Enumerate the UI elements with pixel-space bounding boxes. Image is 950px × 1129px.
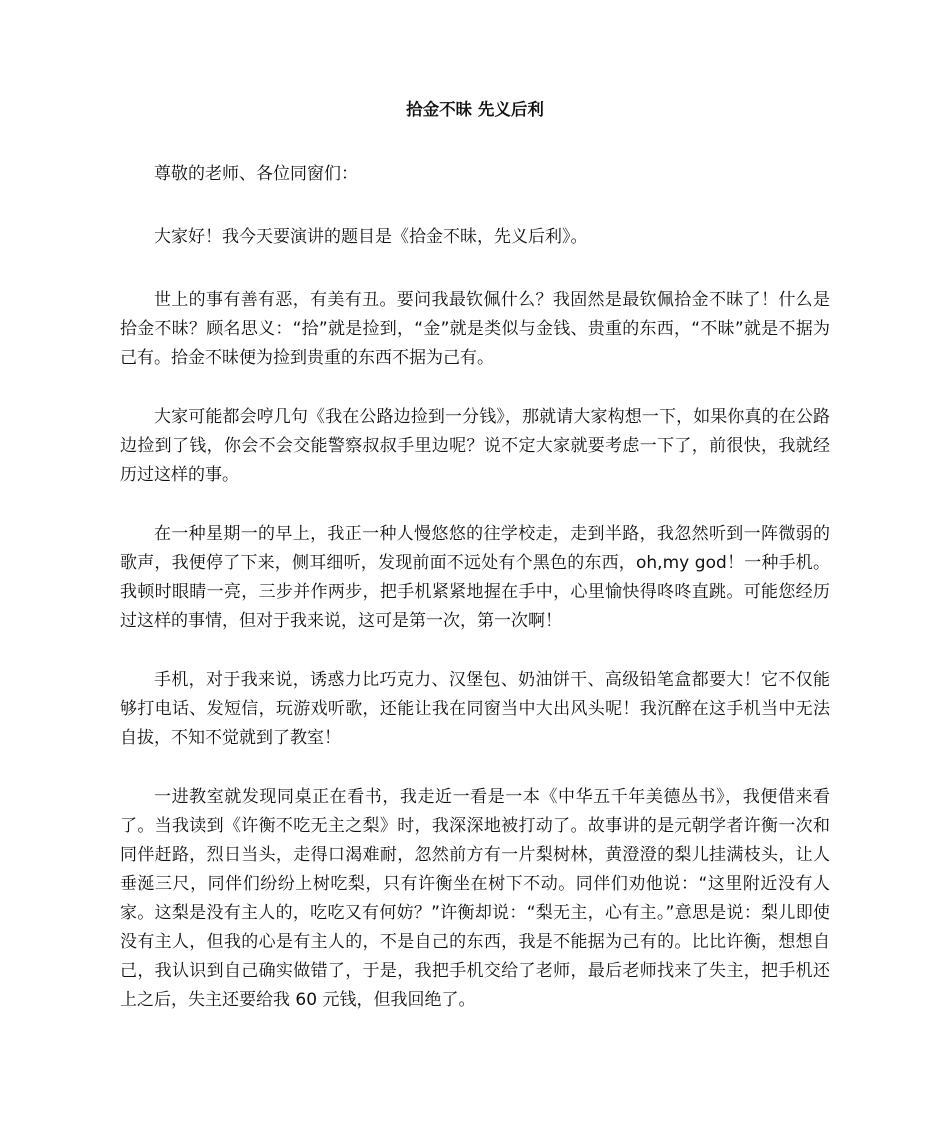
document-page [120,96,830,1045]
paragraph-greeting: 大家好！我今天要演讲的题目是《拾金不昧，先义后利》。 [154,227,588,247]
paragraph-found-phone: 在一种星期一的早上，我正一种人慢悠悠的往学校走，走到半路，我忽然听到一阵微弱的歌声，我便停了下来，侧耳细听，发现前面不远处有个黑色的东西，oh,my god！一种手机。我顿时眼睛一亮，三步并作两步，把手机紧紧地握在手中，心里愉快得咚咚直跳。可能您经历过这样的事情，但对于我来说，这可是第一次，第一次啊！ [120,524,830,631]
paragraph-story: 一进教室就发现同桌正在看书，我走近一看是一本《中华五千年美德丛书》，我便借来看了。当我读到《许衡不吃无主之梨》时，我深深地被打动了。故事讲的是元朝学者许衡一次和同伴赶路，烈日当头，走得口渴难耐，忽然前方有一片梨树林，黄澄澄的梨儿挂满枝头，让人垂涎三尺，同伴们纷纷上树吃梨，只有许衡坐在树下不动。同伴们劝他说：“这里附近没有人家。这梨是没有主人的，吃吃又有何妨？”许衡却说：“梨无主，心有主。”意思是说：梨儿即使没有主人，但我的心是有主人的，不是自己的东西，我是不能据为己有的。比比许衡，想想自己，我认识到自己确实做错了，于是，我把手机交给了老师，最后老师找来了失主，把手机还上之后，失主还要给我 60 元钱，但我回绝了。 [120,787,830,1010]
paragraph-definition: 世上的事有善有恶，有美有丑。要问我最钦佩什么？我固然是最钦佩拾金不昧了！什么是拾金不昧？顾名思义：“拾”就是捡到，“金”就是类似与金钱、贵重的东西，“不昧”就是不据为己有。拾金不昧便为捡到贵重的东西不据为己有。 [120,290,830,368]
paragraph-salutation: 尊敬的老师、各位同窗们： [154,164,358,184]
paragraph-song: 大家可能都会哼几句《我在公路边捡到一分钱》，那就请大家构想一下，如果你真的在公路边捡到了钱，你会不会交能警察叔叔手里边呢？说不定大家就要考虑一下了，前很快，我就经历过这样的事。 [120,407,830,485]
document-title: 拾金不昧 先义后利 [406,100,544,119]
paragraph-temptation: 手机，对于我来说，诱惑力比巧克力、汉堡包、奶油饼干、高级铅笔盒都要大！它不仅能够打电话、发短信，玩游戏听歌，还能让我在同窗当中大出风头呢！我沉醉在这手机当中无法自拔，不知不觉就到了教室！ [120,670,830,748]
